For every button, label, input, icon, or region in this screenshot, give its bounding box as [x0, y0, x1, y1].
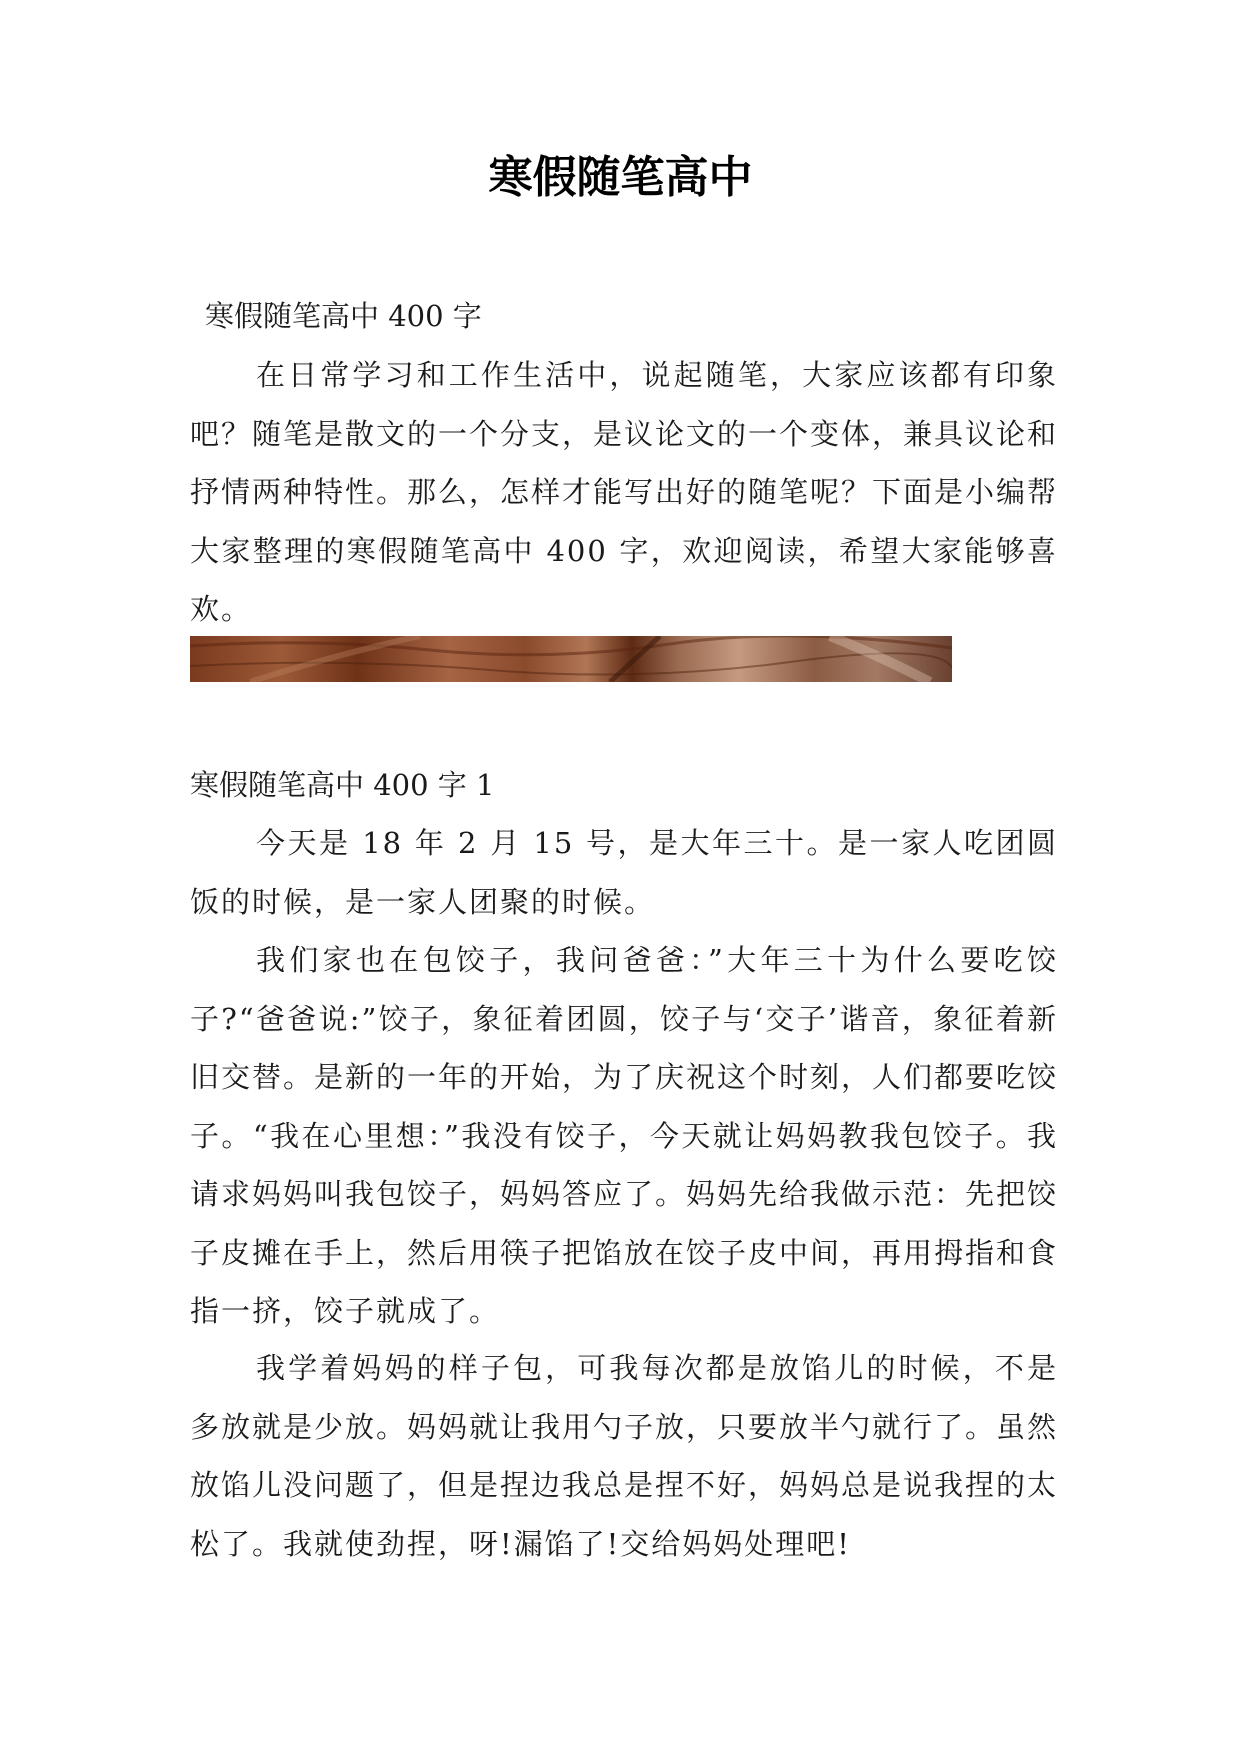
banner-image — [190, 636, 952, 682]
body-paragraph-3: 我学着妈妈的样子包，可我每次都是放馅儿的时候，不是多放就是少放。妈妈就让我用勺子放，只要放半勺就行了。虽然放馅儿没问题了，但是捏边我总是捏不好，妈妈总是说我捏的太松了。我就使劲捏，呀!漏馅了!交给妈妈处理吧! — [190, 1351, 1059, 1561]
intro-paragraph: 在日常学习和工作生活中，说起随笔，大家应该都有印象吧？随笔是散文的一个分支，是议论文的一个变体，兼具议论和抒情两种特性。那么，怎样才能写出好的随笔呢？下面是小编帮大家整理的寒假随笔高中 400 字，欢迎阅读，希望大家能够喜欢。 — [190, 358, 1059, 626]
wood-texture-icon — [190, 636, 952, 682]
section-heading: 寒假随笔高中 400 字 1 — [190, 768, 495, 802]
body-paragraph-1: 今天是 18 年 2 月 15 号，是大年三十。是一家人吃团圆饭的时候，是一家人团聚的时候。 — [190, 826, 1058, 919]
document-title: 寒假随笔高中 — [488, 152, 753, 203]
body-paragraph-2: 我们家也在包饺子，我问爸爸：”大年三十为什么要吃饺子?“爸爸说:”饺子，象征着团圆，饺子与‘交子’谐音，象征着新旧交替。是新的一年的开始，为了庆祝这个时刻，人们都要吃饺子。“我在心里想：”我没有饺子，今天就让妈妈教我包饺子。我请求妈妈叫我包饺子，妈妈答应了。妈妈先给我做示范：先把饺子皮摊在手上，然后用筷子把馅放在饺子皮中间，再用拇指和食指一挤，饺子就成了。 — [190, 943, 1059, 1328]
intro-heading: 寒假随笔高中 400 字 — [205, 299, 482, 333]
